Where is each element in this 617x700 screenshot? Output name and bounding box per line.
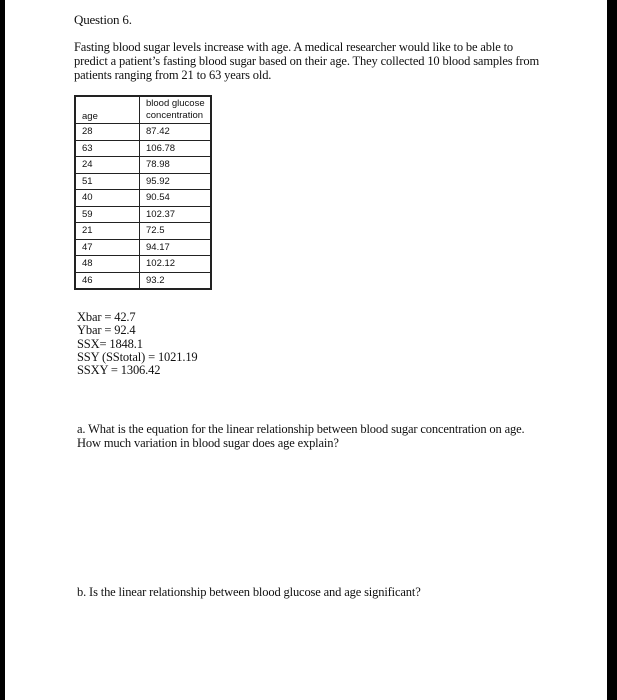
data-table [74,95,212,290]
cell-glucose: 93.2 [140,272,212,289]
cell-age: 40 [75,190,140,207]
cell-glucose: 106.78 [140,140,212,157]
header-blood-glucose [140,96,212,124]
header-blood-glucose-line1: blood glucose [146,98,205,109]
header-age: age [75,96,140,124]
table-row [75,140,211,157]
question-part-a: a. What is the equation for the linear relationship between blood sugar concentration on age. How much variation in blood sugar does age explain? [77,422,525,450]
cell-glucose: 78.98 [140,157,212,174]
cell-age: 63 [75,140,140,157]
stat-ybar: Ybar = 92.4 [77,323,136,338]
cell-glucose: 87.42 [140,124,212,141]
summary-statistics [77,311,198,377]
cell-glucose: 94.17 [140,239,212,256]
table-row [75,190,211,207]
header-blood-glucose-line2: concentration [146,110,204,121]
stat-xbar: Xbar = 42.7 [77,310,136,324]
question-heading: Question 6. [74,12,132,27]
stat-ssx: SSX= 1848.1 [77,336,143,351]
table-row [75,223,211,240]
table-row [75,239,211,256]
table-row [75,173,211,190]
table-row [75,157,211,174]
table-row [75,256,211,273]
cell-age: 59 [75,206,140,223]
stat-ssy: SSY (SStotal) = 1021.19 [77,349,198,364]
cell-age: 21 [75,223,140,240]
table-header-row [75,96,211,124]
cell-glucose: 72.5 [140,223,212,240]
table-row [75,206,211,223]
question-part-b: b. Is the linear relationship between blood glucose and age significant? [77,585,421,599]
table-row [75,272,211,289]
cell-age: 47 [75,239,140,256]
cell-age: 48 [75,256,140,273]
right-border [607,0,617,700]
question-intro: Fasting blood sugar levels increase with age. A medical researcher would like to be able to predict a patient’s fasting blood sugar based on their age. They collected 10 blood samples from patients ranging from 21 to 63 years old. [74,40,540,82]
cell-glucose: 102.12 [140,256,212,273]
cell-age: 51 [75,173,140,190]
cell-age: 46 [75,272,140,289]
stat-ssxy: SSXY = 1306.42 [77,363,161,378]
cell-glucose: 90.54 [140,190,212,207]
cell-age: 28 [75,124,140,141]
cell-glucose: 95.92 [140,173,212,190]
cell-glucose: 102.37 [140,206,212,223]
table-row [75,124,211,141]
cell-age: 24 [75,157,140,174]
